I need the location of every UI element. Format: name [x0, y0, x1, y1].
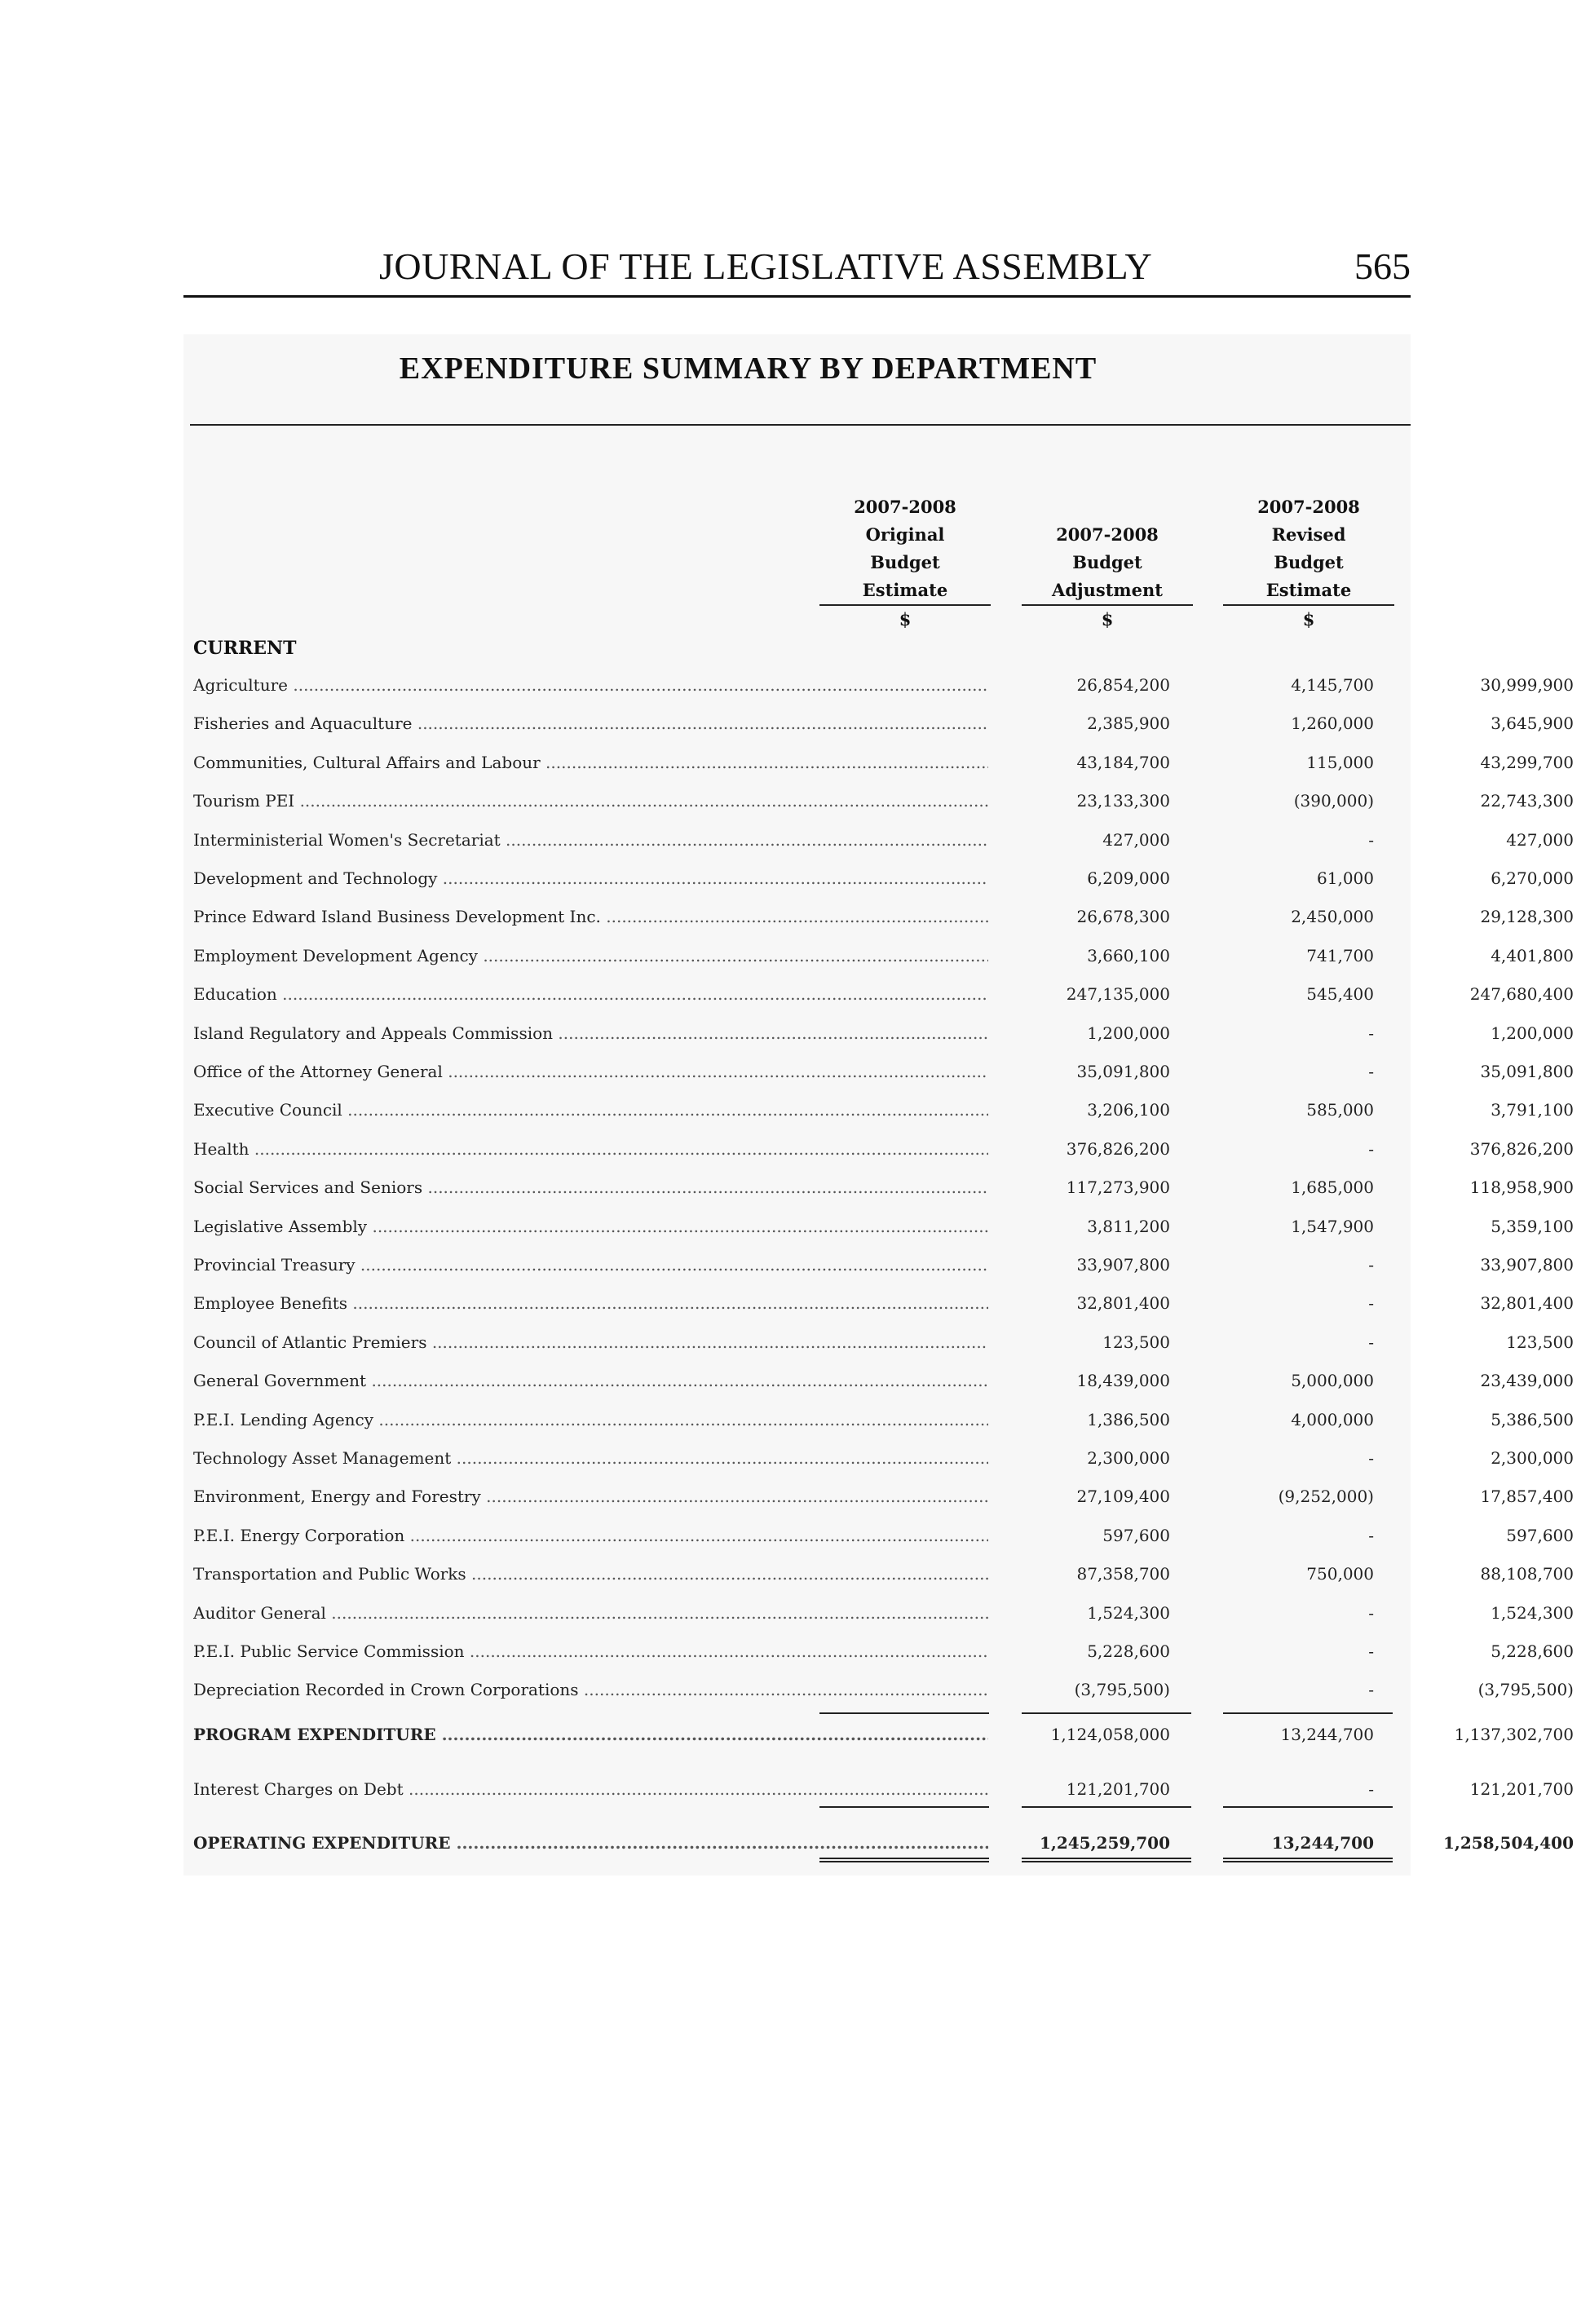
adjustment-value: - [1368, 1602, 1374, 1623]
revised-estimate-value: 5,359,100 [1491, 1216, 1574, 1236]
revised-estimate-value: 427,000 [1506, 829, 1574, 850]
original-estimate-value: (3,795,500) [1074, 1680, 1170, 1700]
table-row [183, 907, 1574, 945]
adjustment-value: - [1368, 1138, 1374, 1159]
column-header-adjustment [1022, 521, 1193, 634]
table-row [183, 1023, 1574, 1062]
adjustment-value: 2,450,000 [1291, 907, 1374, 927]
table-row [183, 945, 1574, 984]
revised-estimate-value: 247,680,400 [1469, 984, 1574, 1005]
revised-estimate-value: 3,645,900 [1491, 714, 1574, 734]
program-expenditure-row [183, 1725, 1574, 1763]
row-label: Fisheries and Aquaculture ..... [193, 714, 988, 733]
column-header-revised [1223, 493, 1394, 634]
adjustment-value: - [1368, 1023, 1374, 1043]
original-estimate-value: 6,209,000 [1087, 868, 1170, 888]
adjustment-value: 4,000,000 [1291, 1409, 1374, 1429]
original-estimate-value: 5,228,600 [1087, 1641, 1170, 1661]
adjustment-value: - [1368, 1332, 1374, 1352]
adjustment-value: - [1368, 1062, 1374, 1081]
row-label: Environment, Energy and Forestry ..... [193, 1487, 988, 1506]
row-label: Interest Charges on Debt ..... [193, 1779, 988, 1799]
column-unit: $ [1101, 609, 1114, 630]
column-header-original [819, 493, 991, 634]
original-estimate-value: 1,124,058,000 [1050, 1725, 1170, 1744]
grand-total-double-rule [1022, 1858, 1191, 1862]
table-row [183, 984, 1574, 1023]
column-header-line: Budget [1072, 552, 1142, 572]
revised-estimate-value: 33,907,800 [1480, 1255, 1574, 1275]
original-estimate-value: 247,135,000 [1066, 984, 1170, 1005]
row-label: Development and Technology ..... [193, 868, 988, 888]
subtotal-rule [1223, 1712, 1393, 1714]
row-label: Health ..... [193, 1139, 988, 1159]
row-label: P.E.I. Lending Agency ..... [193, 1410, 988, 1429]
table-row [183, 1293, 1574, 1332]
expenditure-table-panel [183, 334, 1574, 1876]
row-label: Technology Asset Management ..... [193, 1448, 988, 1468]
revised-estimate-value: 5,228,600 [1491, 1641, 1574, 1661]
original-estimate-value: 123,500 [1102, 1332, 1170, 1352]
original-estimate-value: 121,201,700 [1066, 1779, 1170, 1799]
document-title: EXPENDITURE SUMMARY BY DEPARTMENT [399, 351, 1098, 386]
revised-estimate-value: 118,958,900 [1469, 1177, 1574, 1198]
revised-estimate-value: 376,826,200 [1469, 1138, 1574, 1159]
table-row [183, 1216, 1574, 1255]
original-estimate-value: 1,386,500 [1087, 1409, 1170, 1429]
original-estimate-value: 23,133,300 [1076, 791, 1170, 811]
revised-estimate-value: 32,801,400 [1480, 1293, 1574, 1314]
row-label: Auditor General ..... [193, 1603, 988, 1623]
table-row [183, 1525, 1574, 1564]
page-header [183, 245, 1411, 298]
title-rule [190, 424, 1411, 426]
original-estimate-value: 3,206,100 [1087, 1100, 1170, 1120]
column-header-line: Estimate [862, 580, 948, 600]
column-header-line: Original [865, 524, 945, 545]
table-row [183, 1138, 1574, 1177]
table-row [183, 791, 1574, 829]
original-estimate-value: 427,000 [1102, 829, 1170, 850]
row-label: Social Services and Seniors ..... [193, 1177, 988, 1197]
adjustment-value: (9,252,000) [1278, 1487, 1374, 1507]
row-label: Education ..... [193, 984, 988, 1004]
original-estimate-value: 26,678,300 [1076, 907, 1170, 927]
revised-estimate-value: 1,524,300 [1491, 1602, 1574, 1623]
row-label: Legislative Assembly ..... [193, 1217, 988, 1236]
column-header-line: Estimate [1265, 580, 1352, 600]
table-row [183, 1255, 1574, 1293]
table-row [183, 1641, 1574, 1680]
original-estimate-value: 376,826,200 [1066, 1138, 1170, 1159]
table-row [183, 1487, 1574, 1525]
original-estimate-value: 33,907,800 [1076, 1255, 1170, 1275]
adjustment-value: - [1368, 1779, 1374, 1799]
row-label: Provincial Treasury ..... [193, 1255, 988, 1275]
adjustment-value: - [1368, 1255, 1374, 1275]
row-label: Depreciation Recorded in Crown Corporations ..... [193, 1680, 988, 1699]
revised-estimate-value: 3,791,100 [1491, 1100, 1574, 1120]
revised-estimate-value: 23,439,000 [1480, 1371, 1574, 1391]
original-estimate-value: 117,273,900 [1066, 1177, 1170, 1198]
revised-estimate-value: 22,743,300 [1480, 791, 1574, 811]
revised-estimate-value: 4,401,800 [1491, 945, 1574, 965]
section-label-current: CURRENT [193, 638, 297, 659]
table-row [183, 752, 1574, 791]
revised-estimate-value: 17,857,400 [1480, 1487, 1574, 1507]
table-row [183, 1062, 1574, 1100]
row-label: Employee Benefits ..... [193, 1293, 988, 1313]
adjustment-value: 13,244,700 [1280, 1725, 1374, 1744]
revised-estimate-value: 29,128,300 [1480, 907, 1574, 927]
revised-estimate-value: 43,299,700 [1480, 752, 1574, 772]
adjustment-value: 5,000,000 [1291, 1371, 1374, 1391]
column-header-line: 2007-2008 [1257, 497, 1360, 517]
adjustment-value: 1,685,000 [1291, 1177, 1374, 1198]
revised-estimate-value: 1,258,504,400 [1442, 1833, 1574, 1853]
column-unit: $ [899, 609, 912, 630]
column-unit: $ [1302, 609, 1315, 630]
adjustment-value: - [1368, 829, 1374, 850]
original-estimate-value: 3,811,200 [1087, 1216, 1170, 1236]
interest-charges-row [183, 1779, 1574, 1818]
original-estimate-value: 597,600 [1102, 1525, 1170, 1545]
row-label: Transportation and Public Works ..... [193, 1564, 988, 1584]
table-row [183, 1177, 1574, 1216]
original-estimate-value: 35,091,800 [1076, 1062, 1170, 1081]
column-header-line: Budget [1274, 552, 1344, 572]
row-label: Executive Council ..... [193, 1100, 988, 1120]
grand-total-double-rule [1223, 1858, 1393, 1862]
row-label: Interministerial Women's Secretariat ..... [193, 830, 988, 850]
subtotal-rule [1022, 1712, 1191, 1714]
adjustment-value: 1,260,000 [1291, 714, 1374, 734]
original-estimate-value: 1,245,259,700 [1039, 1833, 1170, 1853]
column-header-line: Adjustment [1052, 580, 1163, 600]
total-rule [1022, 1806, 1191, 1808]
total-rule [1223, 1806, 1393, 1808]
adjustment-value: (390,000) [1293, 791, 1374, 811]
original-estimate-value: 3,660,100 [1087, 945, 1170, 965]
column-header-line: Budget [870, 552, 940, 572]
revised-estimate-value: 30,999,900 [1480, 675, 1574, 695]
revised-estimate-value: 5,386,500 [1491, 1409, 1574, 1429]
table-row [183, 1332, 1574, 1371]
revised-estimate-value: 2,300,000 [1491, 1448, 1574, 1468]
revised-estimate-value: (3,795,500) [1477, 1680, 1574, 1700]
row-label: P.E.I. Energy Corporation ..... [193, 1526, 988, 1545]
table-row [183, 1371, 1574, 1409]
original-estimate-value: 1,200,000 [1087, 1023, 1170, 1043]
adjustment-value: 741,700 [1306, 945, 1374, 965]
column-header-line: Revised [1271, 524, 1346, 545]
row-label: Office of the Attorney General ..... [193, 1062, 988, 1081]
revised-estimate-value: 1,137,302,700 [1454, 1725, 1574, 1744]
journal-title: JOURNAL OF THE LEGISLATIVE ASSEMBLY [379, 245, 1153, 287]
grand-total-double-rule [819, 1858, 989, 1862]
adjustment-value: 61,000 [1317, 868, 1374, 888]
original-estimate-value: 2,300,000 [1087, 1448, 1170, 1468]
table-row [183, 868, 1574, 907]
row-label: P.E.I. Public Service Commission ..... [193, 1641, 988, 1661]
revised-estimate-value: 35,091,800 [1480, 1062, 1574, 1081]
revised-estimate-value: 88,108,700 [1480, 1564, 1574, 1584]
row-label: Tourism PEI ..... [193, 791, 988, 811]
row-label: PROGRAM EXPENDITURE ..... [193, 1725, 988, 1744]
adjustment-value: 115,000 [1306, 752, 1374, 772]
total-rule [819, 1806, 989, 1808]
revised-estimate-value: 597,600 [1506, 1525, 1574, 1545]
revised-estimate-value: 6,270,000 [1491, 868, 1574, 888]
row-label: Employment Development Agency ..... [193, 946, 988, 965]
table-row [183, 714, 1574, 752]
column-header-line: 2007-2008 [854, 497, 956, 517]
row-label: Agriculture ..... [193, 675, 988, 695]
original-estimate-value: 87,358,700 [1076, 1564, 1170, 1584]
original-estimate-value: 26,854,200 [1076, 675, 1170, 695]
operating-expenditure-row [183, 1833, 1574, 1871]
subtotal-rule [819, 1712, 989, 1714]
revised-estimate-value: 1,200,000 [1491, 1023, 1574, 1043]
table-row [183, 1409, 1574, 1448]
original-estimate-value: 2,385,900 [1087, 714, 1170, 734]
adjustment-value: 585,000 [1306, 1100, 1374, 1120]
table-row [183, 1100, 1574, 1138]
revised-estimate-value: 123,500 [1506, 1332, 1574, 1352]
original-estimate-value: 43,184,700 [1076, 752, 1170, 772]
row-label: Prince Edward Island Business Development Inc. ..... [193, 907, 988, 926]
row-label: OPERATING EXPENDITURE ..... [193, 1833, 988, 1853]
row-label: Communities, Cultural Affairs and Labour ..... [193, 753, 988, 772]
table-row [183, 829, 1574, 868]
adjustment-value: 13,244,700 [1271, 1833, 1374, 1853]
adjustment-value: - [1368, 1680, 1374, 1700]
revised-estimate-value: 121,201,700 [1469, 1779, 1574, 1799]
adjustment-value: - [1368, 1525, 1374, 1545]
table-row [183, 1602, 1574, 1641]
row-label: Council of Atlantic Premiers ..... [193, 1332, 988, 1352]
adjustment-value: - [1368, 1641, 1374, 1661]
adjustment-value: 545,400 [1306, 984, 1374, 1005]
original-estimate-value: 32,801,400 [1076, 1293, 1170, 1314]
column-header-line: 2007-2008 [1056, 524, 1159, 545]
page-number: 565 [1354, 245, 1411, 287]
adjustment-value: 4,145,700 [1291, 675, 1374, 695]
adjustment-value: 1,547,900 [1291, 1216, 1374, 1236]
adjustment-value: - [1368, 1448, 1374, 1468]
adjustment-value: - [1368, 1293, 1374, 1314]
table-row [183, 675, 1574, 714]
original-estimate-value: 18,439,000 [1076, 1371, 1170, 1391]
row-label: Island Regulatory and Appeals Commission ..... [193, 1023, 988, 1043]
adjustment-value: 750,000 [1306, 1564, 1374, 1584]
original-estimate-value: 1,524,300 [1087, 1602, 1170, 1623]
row-label: General Government ..... [193, 1371, 988, 1390]
table-row [183, 1564, 1574, 1602]
table-row [183, 1448, 1574, 1487]
original-estimate-value: 27,109,400 [1076, 1487, 1170, 1507]
